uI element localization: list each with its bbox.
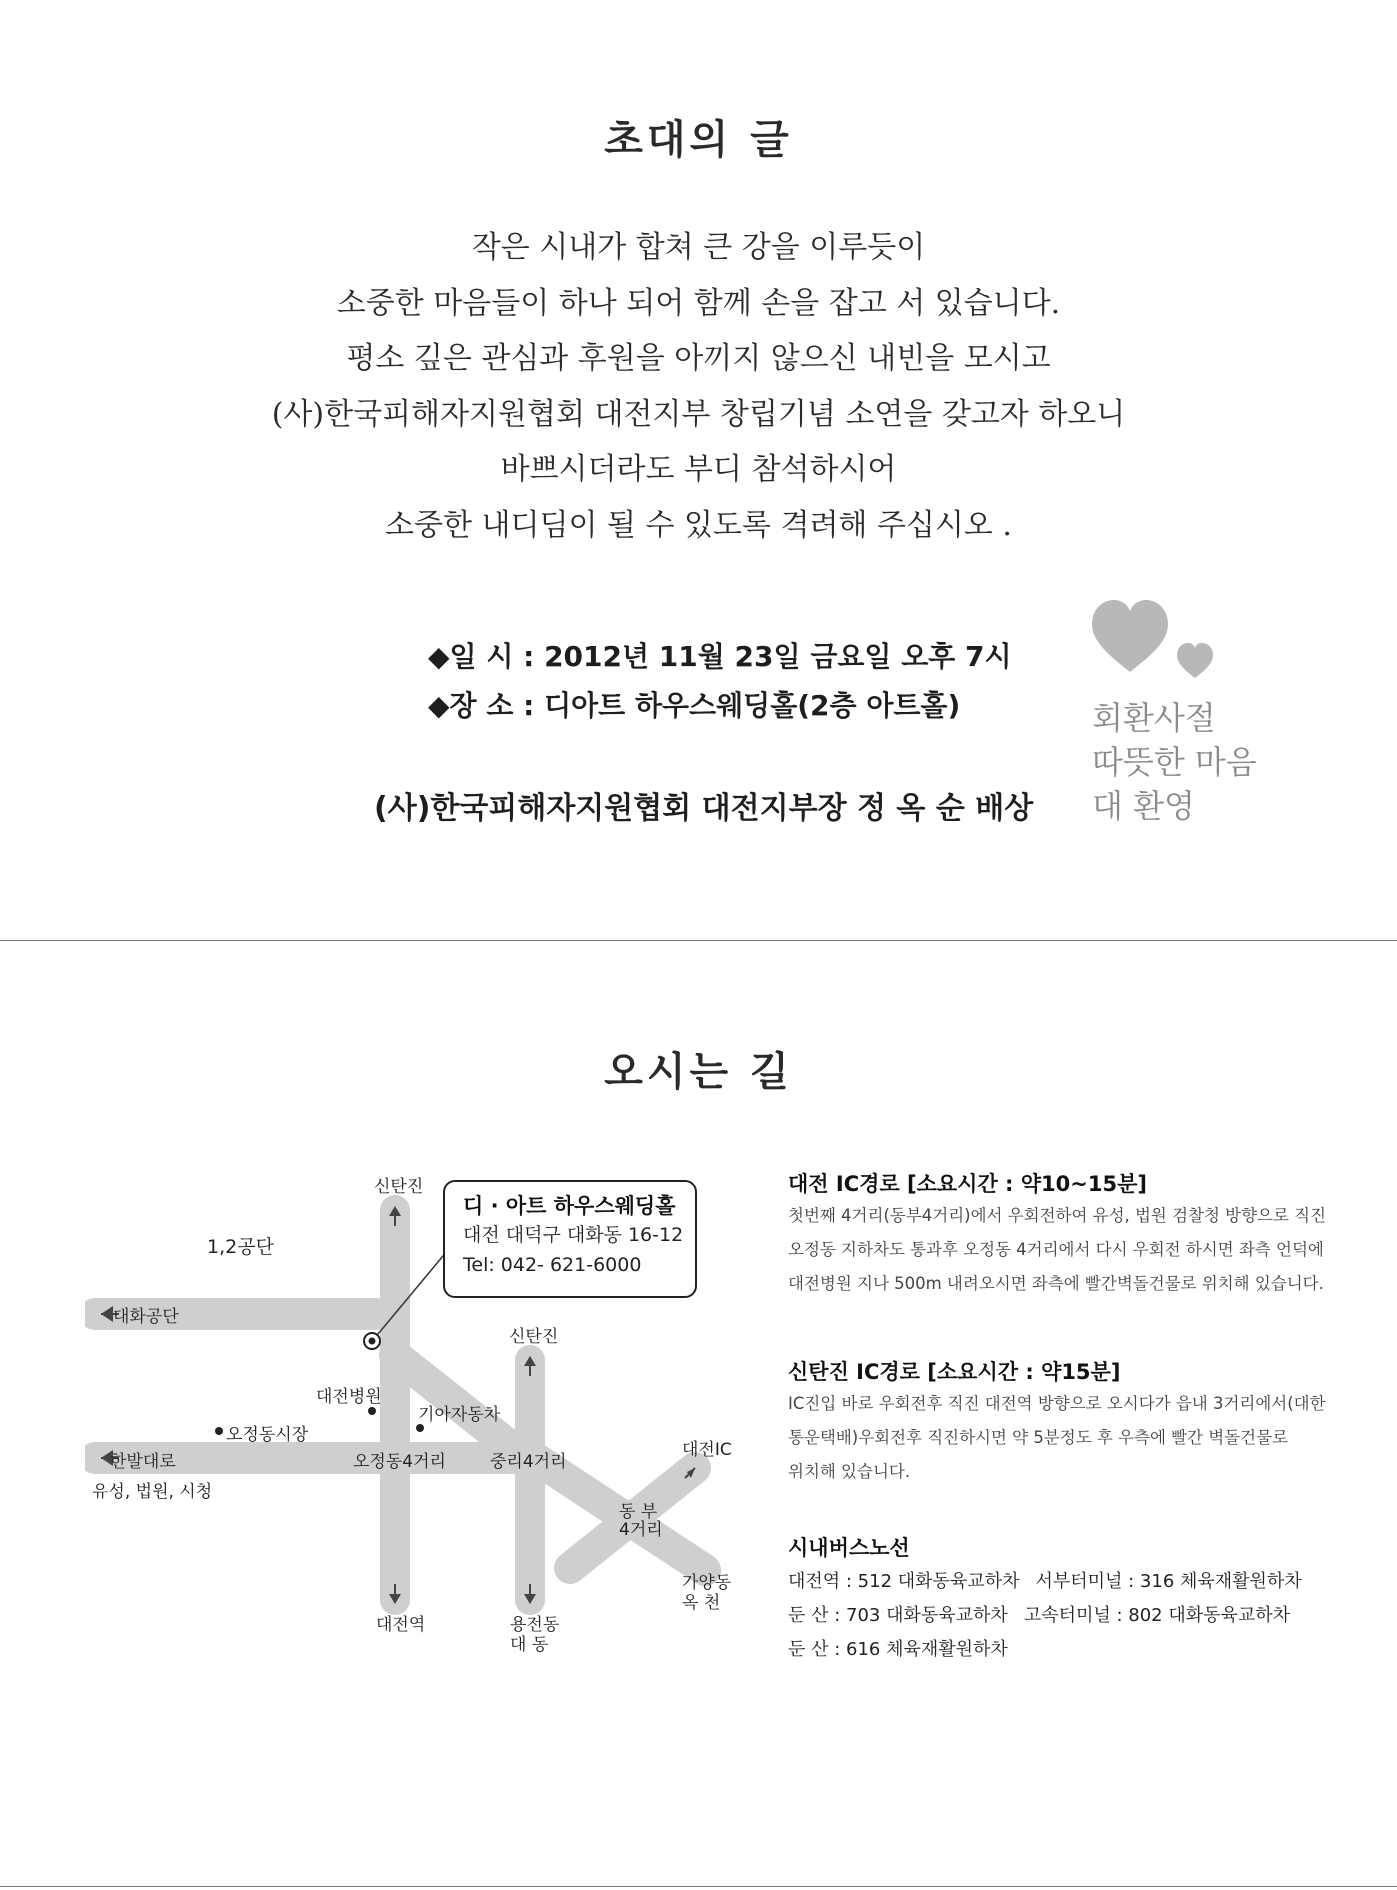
bus-title: 시내버스노선	[788, 1536, 910, 1560]
host-signature: (사)한국피해자지원협회 대전지부장 정 옥 순 배상	[374, 791, 1034, 826]
route-ic-line-3: 대전병원 지나 500m 내려오시면 좌측에 빨간벽돌건물로 위치해 있습니다.	[788, 1274, 1324, 1293]
market-dot	[215, 1427, 223, 1435]
venue-tel: Tel: 042- 621-6000	[463, 1254, 642, 1276]
route-ic-text	[788, 1199, 1326, 1301]
route-sintanjin-line-2: 통운택배)우회전후 직진하시면 약 5분정도 후 우측에 빨간 벽돌건물로	[788, 1428, 1288, 1447]
kia-dot	[416, 1424, 424, 1432]
hearts-icon	[1090, 592, 1220, 682]
event-datetime: ◆일 시 : 2012년 11월 23일 금요일 오후 7시	[428, 640, 1012, 673]
route-ic-title: 대전 IC경로 [소요시간 : 약10~15분]	[788, 1172, 1147, 1196]
bus-row-2	[788, 1599, 1302, 1633]
label-yongjeon-2: 대 동	[510, 1635, 549, 1655]
welcome-line-3: 대 환영	[1092, 787, 1195, 825]
page-divider	[0, 940, 1397, 941]
bus-item: 서부터미널 : 316 체육재활원하차	[1035, 1571, 1302, 1592]
label-yongjeon: 용전동	[510, 1615, 560, 1635]
label-dongbu-2: 4거리	[619, 1520, 663, 1540]
label-dongbu: 동 부	[619, 1502, 658, 1522]
label-sintanjin-top: 신탄진	[374, 1177, 424, 1197]
event-venue: ◆장 소 : 디아트 하우스웨딩홀(2층 아트홀)	[428, 689, 961, 722]
label-yuseong: 유성, 법원, 시청	[92, 1482, 213, 1502]
invitation-line-4: (사)한국피해자지원협회 대전지부 창립기념 소연을 갖고자 하오니	[271, 397, 1126, 432]
venue-name: 디 · 아트 하우스웨딩홀	[463, 1194, 676, 1218]
directions-title: 오시는 길	[604, 1048, 793, 1095]
label-market: 오정동시장	[226, 1425, 309, 1445]
bus-row-1	[788, 1565, 1302, 1599]
label-station: 대전역	[376, 1615, 426, 1635]
page-divider-bottom	[0, 1886, 1397, 1887]
label-kia: 기아자동차	[418, 1405, 501, 1425]
label-hospital: 대전병원	[316, 1387, 382, 1407]
bus-item: 대전역 : 512 대화동육교하차	[788, 1571, 1020, 1592]
invitation-line-3: 평소 깊은 관심과 후원을 아끼지 않으신 내빈을 모시고	[346, 341, 1051, 376]
label-sintanjin-mid: 신탄진	[509, 1327, 559, 1347]
bus-item: 둔 산 : 616 체육재활원하차	[788, 1639, 1008, 1660]
route-sintanjin-title: 신탄진 IC경로 [소요시간 : 약15분]	[788, 1360, 1121, 1384]
invitation-title: 초대의 글	[604, 116, 793, 163]
invitation-line-2: 소중한 마음들이 하나 되어 함께 손을 잡고 서 있습니다.	[336, 286, 1061, 321]
bus-row-3	[788, 1633, 1302, 1667]
bus-item: 고속터미널 : 802 대화동육교하차	[1023, 1605, 1291, 1626]
label-okcheon: 옥 천	[682, 1593, 721, 1613]
invitation-line-1: 작은 시내가 합쳐 큰 강을 이루듯이	[471, 230, 926, 265]
hospital-dot	[368, 1407, 376, 1415]
venue-address: 대전 대덕구 대화동 16-12	[463, 1224, 684, 1246]
bus-routes	[788, 1565, 1302, 1667]
route-ic-line-1: 첫번째 4거리(동부4거리)에서 우회전하여 유성, 법원 검찰청 방향으로 직진	[788, 1206, 1327, 1225]
label-jungri: 중리4거리	[490, 1452, 567, 1472]
label-gayang: 가양동	[682, 1573, 732, 1593]
welcome-line-2: 따뜻한 마음	[1092, 743, 1257, 781]
invitation-line-6: 소중한 내디딤이 될 수 있도록 격려해 주십시오 .	[385, 508, 1012, 543]
route-sintanjin-line-1: IC진입 바로 우회전후 직진 대전역 방향으로 오시다가 읍내 3거리에서(대한	[788, 1394, 1326, 1413]
welcome-note	[1092, 696, 1257, 828]
label-daejeon-ic: 대전IC	[682, 1440, 732, 1460]
label-daehwa: 대화공단	[113, 1307, 179, 1327]
venue-info-box	[443, 1180, 697, 1298]
label-gongdan: 1,2공단	[207, 1236, 274, 1258]
welcome-line-1: 회환사절	[1092, 699, 1216, 737]
invitation-line-5: 바쁘시더라도 부디 참석하시어	[500, 452, 897, 487]
route-sintanjin-line-3: 위치해 있습니다.	[788, 1462, 911, 1481]
bus-item: 둔 산 : 703 대화동육교하차	[788, 1605, 1008, 1626]
label-ojeong: 오정동4거리	[353, 1452, 446, 1472]
route-sintanjin-text	[788, 1387, 1326, 1489]
label-hanbat: 한발대로	[110, 1452, 176, 1472]
route-ic-line-2: 오정동 지하차도 통과후 오정동 4거리에서 다시 우회전 하시면 좌측 언덕에	[788, 1240, 1324, 1259]
